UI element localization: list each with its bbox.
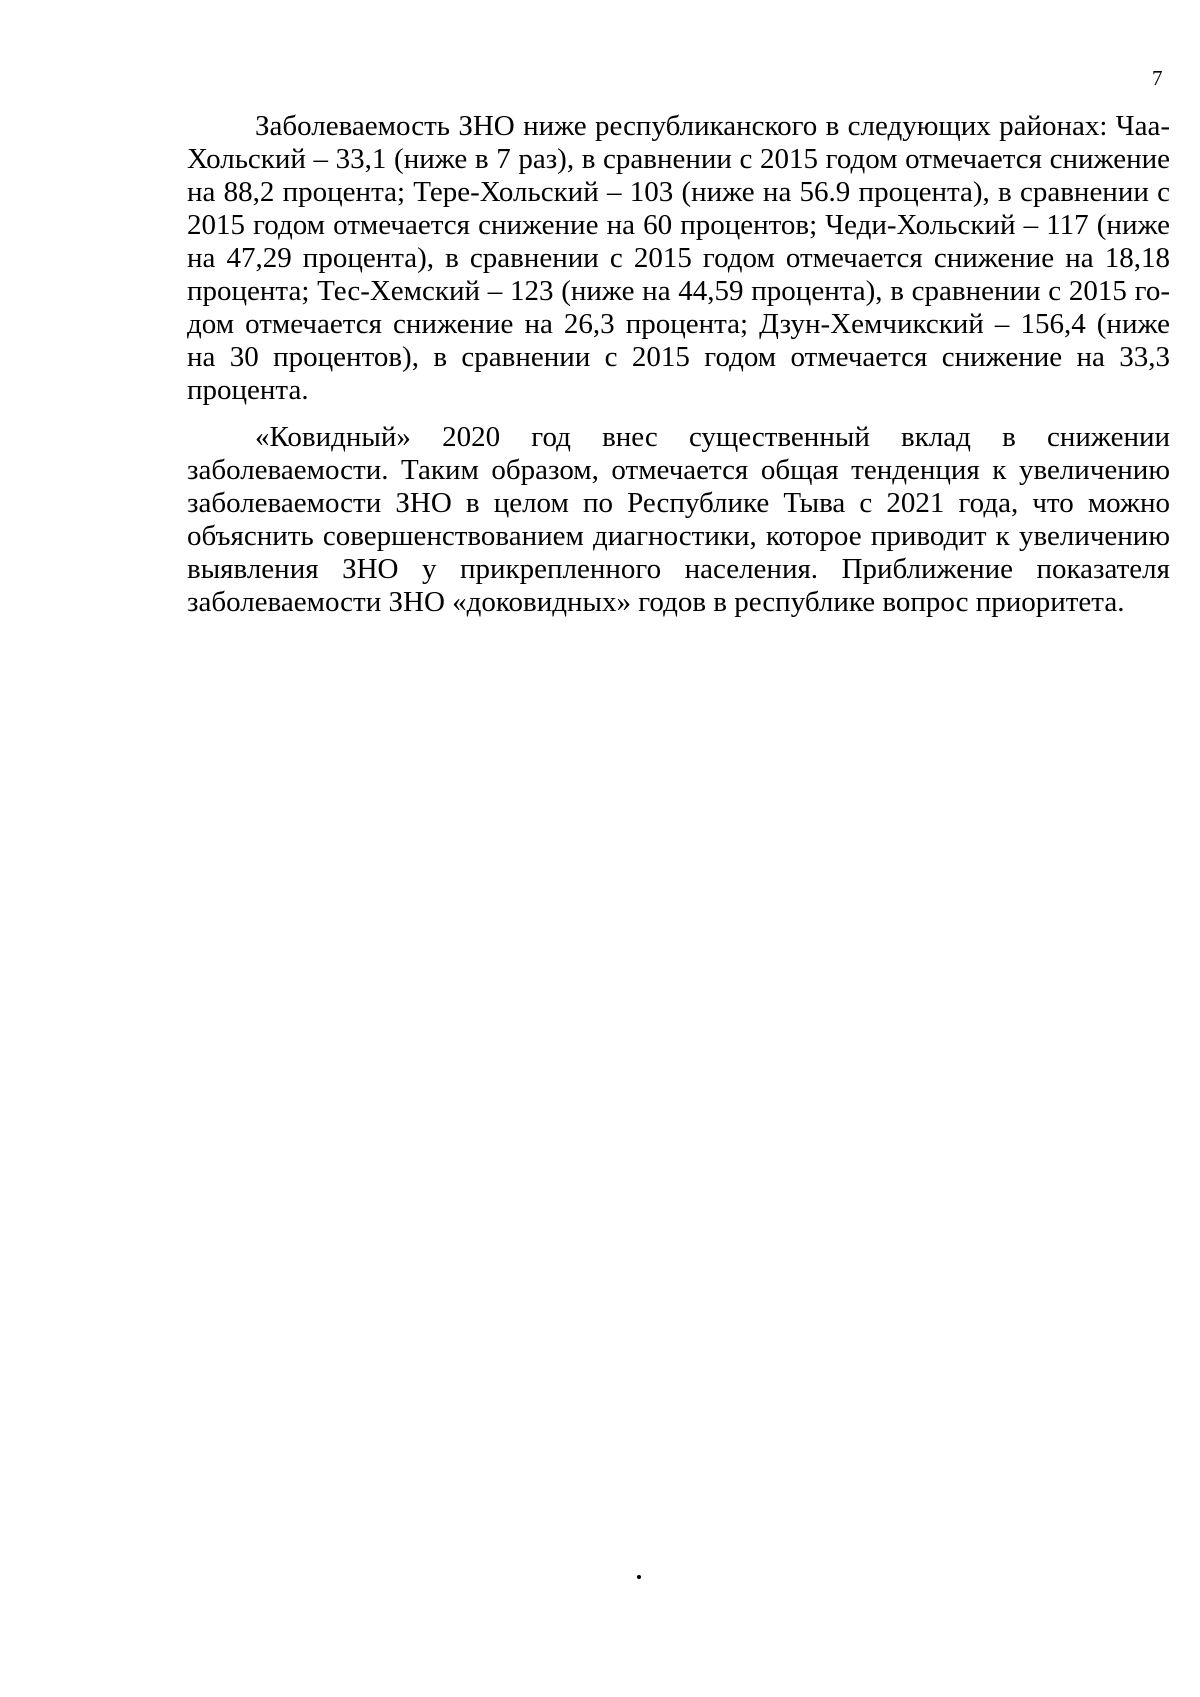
paragraph-incidence-by-district: Заболеваемость ЗНО ниже республиканского в следующих районах: Чаа-Хольский – 33,1 (ниже в 7 раз), в сравнении с 2015 годом отмечается снижение на 88,2 процента; Тере-Хольский – 103 (ниже на 56.9 процента), в сравнении с 2015 годом отмечается снижение на 60 процентов; Чеди-Хольский – 117 (ниже на 47,29 процента), в сравнении с 2015 годом отмечается снижение на 18,18 процента; Тес-Хемский – 123 (ниже на 44,59 процента), в сравнении с 2015 годом отмечается снижение на 26,3 процента; Дзун-Хемчикский – 156,4 (ниже на 30 процентов), в сравнении с 2015 годом отмечается снижение на 33,3 процента. [187, 110, 1170, 406]
paragraph-covid-trend: «Ковидный» 2020 год внес существенный вклад в снижении заболеваемости. Таким образом, отмечается общая тенденция к увеличению заболеваемости ЗНО в целом по Республике Тыва с 2021 года, что можно объяснить совершенствованием диагностики, которое приводит к увеличению выявления ЗНО у прикрепленного населения. Приближение показателя заболеваемости ЗНО «доковидных» годов в республике вопрос приоритета. [187, 421, 1170, 618]
scan-speck [637, 1575, 641, 1579]
page-number: 7 [1152, 66, 1163, 90]
document-body [187, 110, 1170, 619]
